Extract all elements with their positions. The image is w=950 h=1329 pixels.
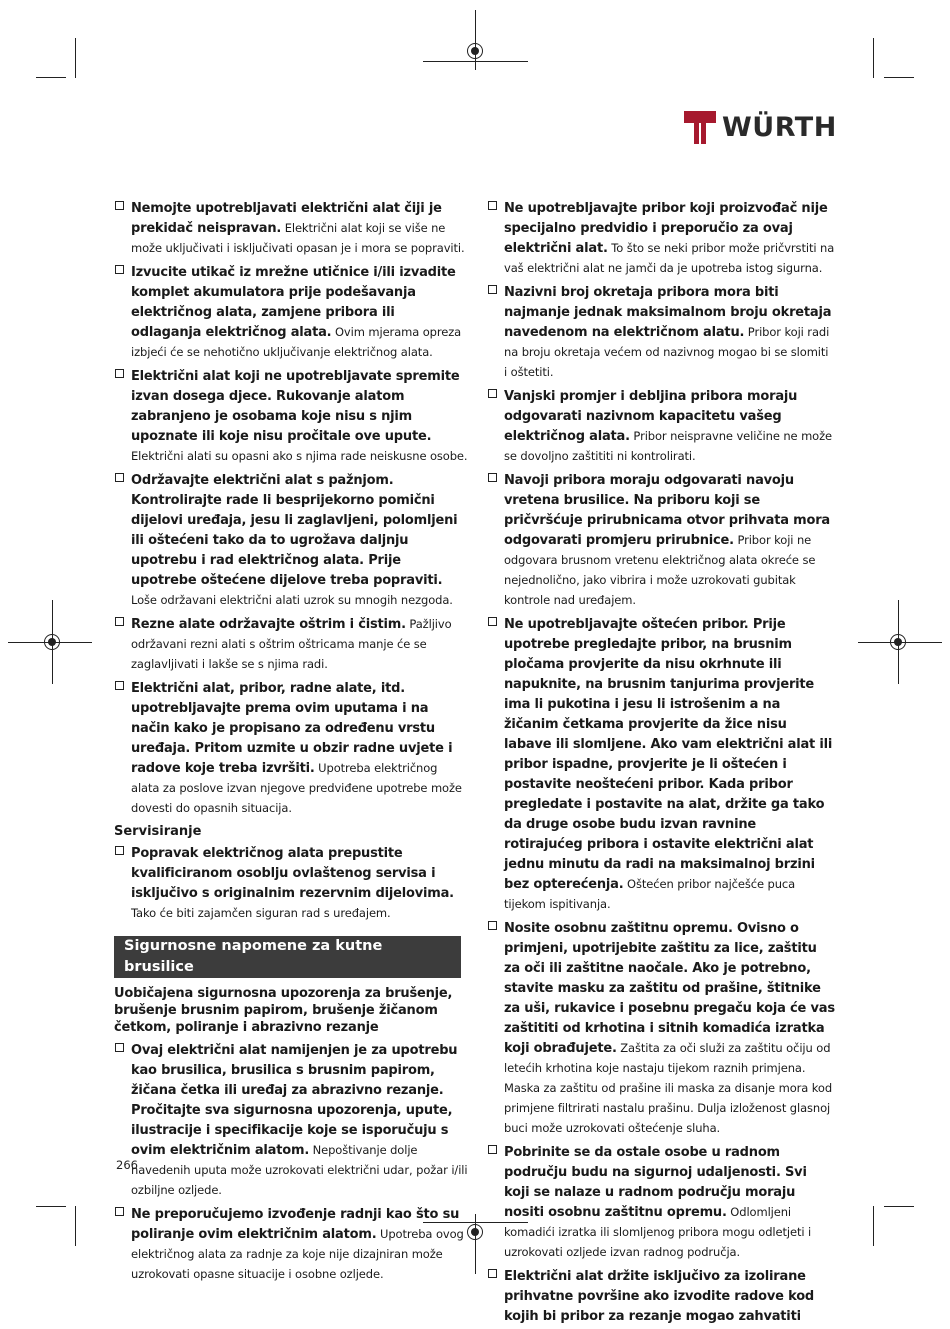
list-item [114,677,468,817]
checkbox-bullet-icon [115,201,124,210]
checkbox-bullet-icon [115,369,124,378]
list-item [487,197,835,277]
registration-mark-icon [466,1223,484,1241]
list-item-bold: Ne preporučujemo izvođenje radnji kao što su poliranje ovim električnim alatom. [131,1207,460,1242]
crop-mark [873,1206,874,1246]
section-intro: Uobičajena sigurnosna upozorenja za brušenje, brušenje brusnim papirom, brušenje žičanom četkom, poliranje i abrazivno rezanje [114,986,453,1035]
list-item-bold: Održavajte električni alat s pažnjom. Kontrolirajte rade li besprijekorno pomični dijelovi uređaja, jesu li zaglavljeni, polomljeni ili oštećeni tako da to ugrožava daljnju upotrebu i rad električnog alata. Prije upotrebe oštećene dijelove treba popraviti. [131,473,458,588]
list-item-text [504,613,835,913]
list-item-normal: Odlomljeni komadići izratka ili slomljenog pribora mogu odletjeti i uzrokovati ozljede izvan radnog područja. [504,1205,812,1259]
list-item [487,1141,835,1261]
list-item [487,385,835,465]
list-item-normal: To što se neki pribor može pričvrstiti na vaš električni alat ne jamči da je upotreba istog sigurna. [504,241,835,275]
list-item-text [131,365,468,465]
list-item-text [504,917,835,1137]
list-item-text [131,613,468,673]
list-item [114,842,468,922]
checkbox-bullet-icon [115,473,124,482]
list-item-bold: Izvucite utikač iz mrežne utičnice i/ili izvadite komplet akumulatora prije podešavanja električnog alata, zamjene pribora ili odlaganja električnog alata. [131,265,456,340]
checkbox-bullet-icon [488,285,497,294]
checkbox-bullet-icon [488,473,497,482]
registration-mark-icon [466,42,484,60]
list-item-text [504,385,835,465]
left-column [114,197,468,1287]
right-list [487,197,835,1325]
list-item-text [131,261,468,361]
list-item [114,1039,468,1199]
list-item-text [131,1039,468,1199]
crop-mark [75,1206,76,1246]
list-item-bold: Nemojte upotrebljavati električni alat čiji je prekidač neispravan. [131,201,442,236]
checkbox-bullet-icon [115,846,124,855]
crop-mark [884,1206,914,1207]
registration-mark-icon [889,633,907,651]
registration-mark-icon [43,633,61,651]
list-item [114,613,468,673]
list-item-bold: Popravak električnog alata prepustite kvalificiranom osoblju ovlaštenog servisa i isključivo s originalnim rezervnim dijelovima. [131,846,454,901]
list-item-normal: Zaštita za oči služi za zaštitu očiju od letećih krhotina koje nastaju tijekom raznih primjena. Maska za zaštitu od prašine ili maska za disanje mora kod primjene filtrirati nastalu prašinu. Dulja izloženost glasnoj buci može uzrokovati oštećenje sluha. [504,1041,833,1135]
list-item-normal: Pribor koji ne odgovara brusnom vretenu električnog alata okreće se nejednolično, jako vibrira i može uzrokovati gubitak kontrole nad uređajem. [504,533,816,607]
checkbox-bullet-icon [488,1145,497,1154]
list-item-normal: Pribor neispravne veličine ne može se dovoljno zaštititi ni kontrolirati. [504,429,833,463]
list-item [487,917,835,1137]
left-list-b [114,842,468,922]
list-item-bold: Ne upotrebljavajte oštećen pribor. Prije upotrebe pregledajte pribor, na brusnim pločama provjerite da nisu okrhnute ili napuknite, na brusnim tanjurima provjerite ima li pukotina i jesu li istrošenim a na žičanim četkama provjerite da žice nisu labave ili slomljene. Ako vam električni alat ili pribor ispadne, provjerite je li oštećen i postavite neoštećeni pribor. Kada pribor pregledate i postavite na alat, držite ga tako da druge osobe budu izvan ravnine rotirajućeg pribora i ostavite električni alat jednu minutu da radi na maksimalnoj brzini bez opterećenja. [504,617,833,892]
list-item-bold: Ovaj električni alat namijenjen je za upotrebu kao brusilica, brusilica s brusnim papirom, žičana četka ili uređaj za abrazivno rezanje. Pročitajte sva sigurnosna upozorenja, upute, ilustracije i specifikacije koje se isporučuju s ovim električnim alatom. [131,1043,458,1158]
list-item [114,1203,468,1283]
list-item-bold: Nazivni broj okretaja pribora mora biti najmanje jednak maksimalnom broju okretaja navedenom na električnom alatu. [504,285,832,340]
list-item-normal: Upotreba električnog alata za poslove izvan njegove predviđene upotrebe može dovesti do opasnih situacija. [131,761,462,815]
list-item-normal: Ovim mjerama opreza izbjeći će se nehotično uključivanje električnog alata. [131,325,462,359]
list-item-text [504,281,835,381]
crop-mark [873,38,874,78]
right-column [487,197,835,1329]
list-item-text [504,197,835,277]
list-item [114,469,468,609]
crop-mark [884,77,914,78]
left-list-a [114,197,468,817]
list-item-normal: Električni alati su opasni ako s njima rade neiskusne osobe. [131,449,468,463]
page-number: 266 [116,1158,138,1172]
list-item-normal: Loše održavani električni alati uzrok su mnogih nezgoda. [131,593,453,607]
checkbox-bullet-icon [488,617,497,626]
list-item [487,613,835,913]
list-item [114,261,468,361]
list-item-bold: Pobrinite se da ostale osobe u radnom području budu na sigurnoj udaljenosti. Svi koji se nalaze u radnom području moraju nositi osobnu zaštitnu opremu. [504,1145,807,1220]
checkbox-bullet-icon [488,201,497,210]
list-item-bold: Električni alat držite isključivo za izolirane prihvatne površine ako izvodite radove kod kojih bi pribor za rezanje mogao zahvatiti [504,1269,815,1324]
list-item-text [131,677,468,817]
crop-mark [36,1206,66,1207]
list-item-normal: Električni alat koji se više ne može uključivati i isključivati opasan je i mora se popraviti. [131,221,465,255]
checkbox-bullet-icon [488,921,497,930]
list-item-text [504,1265,835,1325]
list-item-normal: Nepoštivanje dolje navedenih uputa može uzrokovati električni udar, požar i/ili ozbiljne ozljede. [131,1143,468,1197]
subheading-servisiranje: Servisiranje [114,824,202,839]
list-item-text [504,1141,835,1261]
list-item-bold: Električni alat koji ne upotrebljavate spremite izvan dosega djece. Rukovanje alatom zabranjeno je osobama koje nisu s njim upoznate ili koje nisu pročitale ove upute. [131,369,460,444]
list-item-text [131,1203,468,1283]
list-item-bold: Rezne alate održavajte oštrim i čistim. [131,617,406,632]
crop-mark [75,38,76,78]
list-item-text [131,469,468,609]
list-item [114,365,468,465]
checkbox-bullet-icon [488,1269,497,1278]
checkbox-bullet-icon [115,617,124,626]
checkbox-bullet-icon [115,1207,124,1216]
list-item-bold: Navoji pribora moraju odgovarati navoju vretena brusilice. Na priboru koji se pričvršćuje prirubnicama otvor prihvata mora odgovarati promjeru prirubnice. [504,473,830,548]
brand-logo-text: WÜRTH [722,112,837,143]
list-item-normal: Upotreba ovog električnog alata za radnje za koje nije dizajniran može uzrokovati opasne situacije i osobne ozljede. [131,1227,464,1281]
list-item-text [504,469,835,609]
list-item [114,197,468,257]
crop-mark [36,77,66,78]
section-title: Sigurnosne napomene za kutne brusilice [114,936,461,978]
wurth-logo-icon [684,111,716,144]
checkbox-bullet-icon [115,265,124,274]
checkbox-bullet-icon [115,681,124,690]
checkbox-bullet-icon [115,1043,124,1052]
brand-logo [684,110,839,146]
list-item-bold: Vanjski promjer i debljina pribora moraju odgovarati nazivnom kapacitetu vašeg električnog alata. [504,389,798,444]
list-item [487,281,835,381]
list-item-bold: Ne upotrebljavajte pribor koji proizvođač nije specijalno predvidio i preporučio za ovaj električni alat. [504,201,828,256]
list-item-text [131,842,468,922]
list-item [487,469,835,609]
checkbox-bullet-icon [488,389,497,398]
crop-mark [423,61,528,62]
list-item-normal: Oštećen pribor najčešće puca tijekom ispitivanja. [504,877,796,911]
left-list-c [114,1039,468,1283]
list-item-normal: Tako će biti zajamčen siguran rad s uređajem. [131,906,391,920]
list-item-bold: Električni alat, pribor, radne alate, itd. upotrebljavajte prema ovim uputama i na način kako je propisano za određenu vrstu uređaja. Pritom uzmite u obzir radne uvjete i radove koje treba izvršiti. [131,681,453,776]
list-item-normal: Pribor koji radi na broju okretaja većem od nazivnog mogao bi se slomiti i oštetiti. [504,325,830,379]
list-item-text [131,197,468,257]
list-item-bold: Nosite osobnu zaštitnu opremu. Ovisno o primjeni, upotrijebite zaštitu za lice, zaštitu za oči ili zaštitne naočale. Ako je potrebno, stavite masku za zaštitu od prašine, štitnike za uši, rukavice i posebnu pregaču koja će vas zaštititi od krhotina i sitnih komadića izratka koji obrađujete. [504,921,835,1056]
list-item [487,1265,835,1325]
list-item-normal: Pažljivo održavani rezni alati s oštrim oštricama manje će se zaglavljivati i lakše se s njima radi. [131,617,452,671]
